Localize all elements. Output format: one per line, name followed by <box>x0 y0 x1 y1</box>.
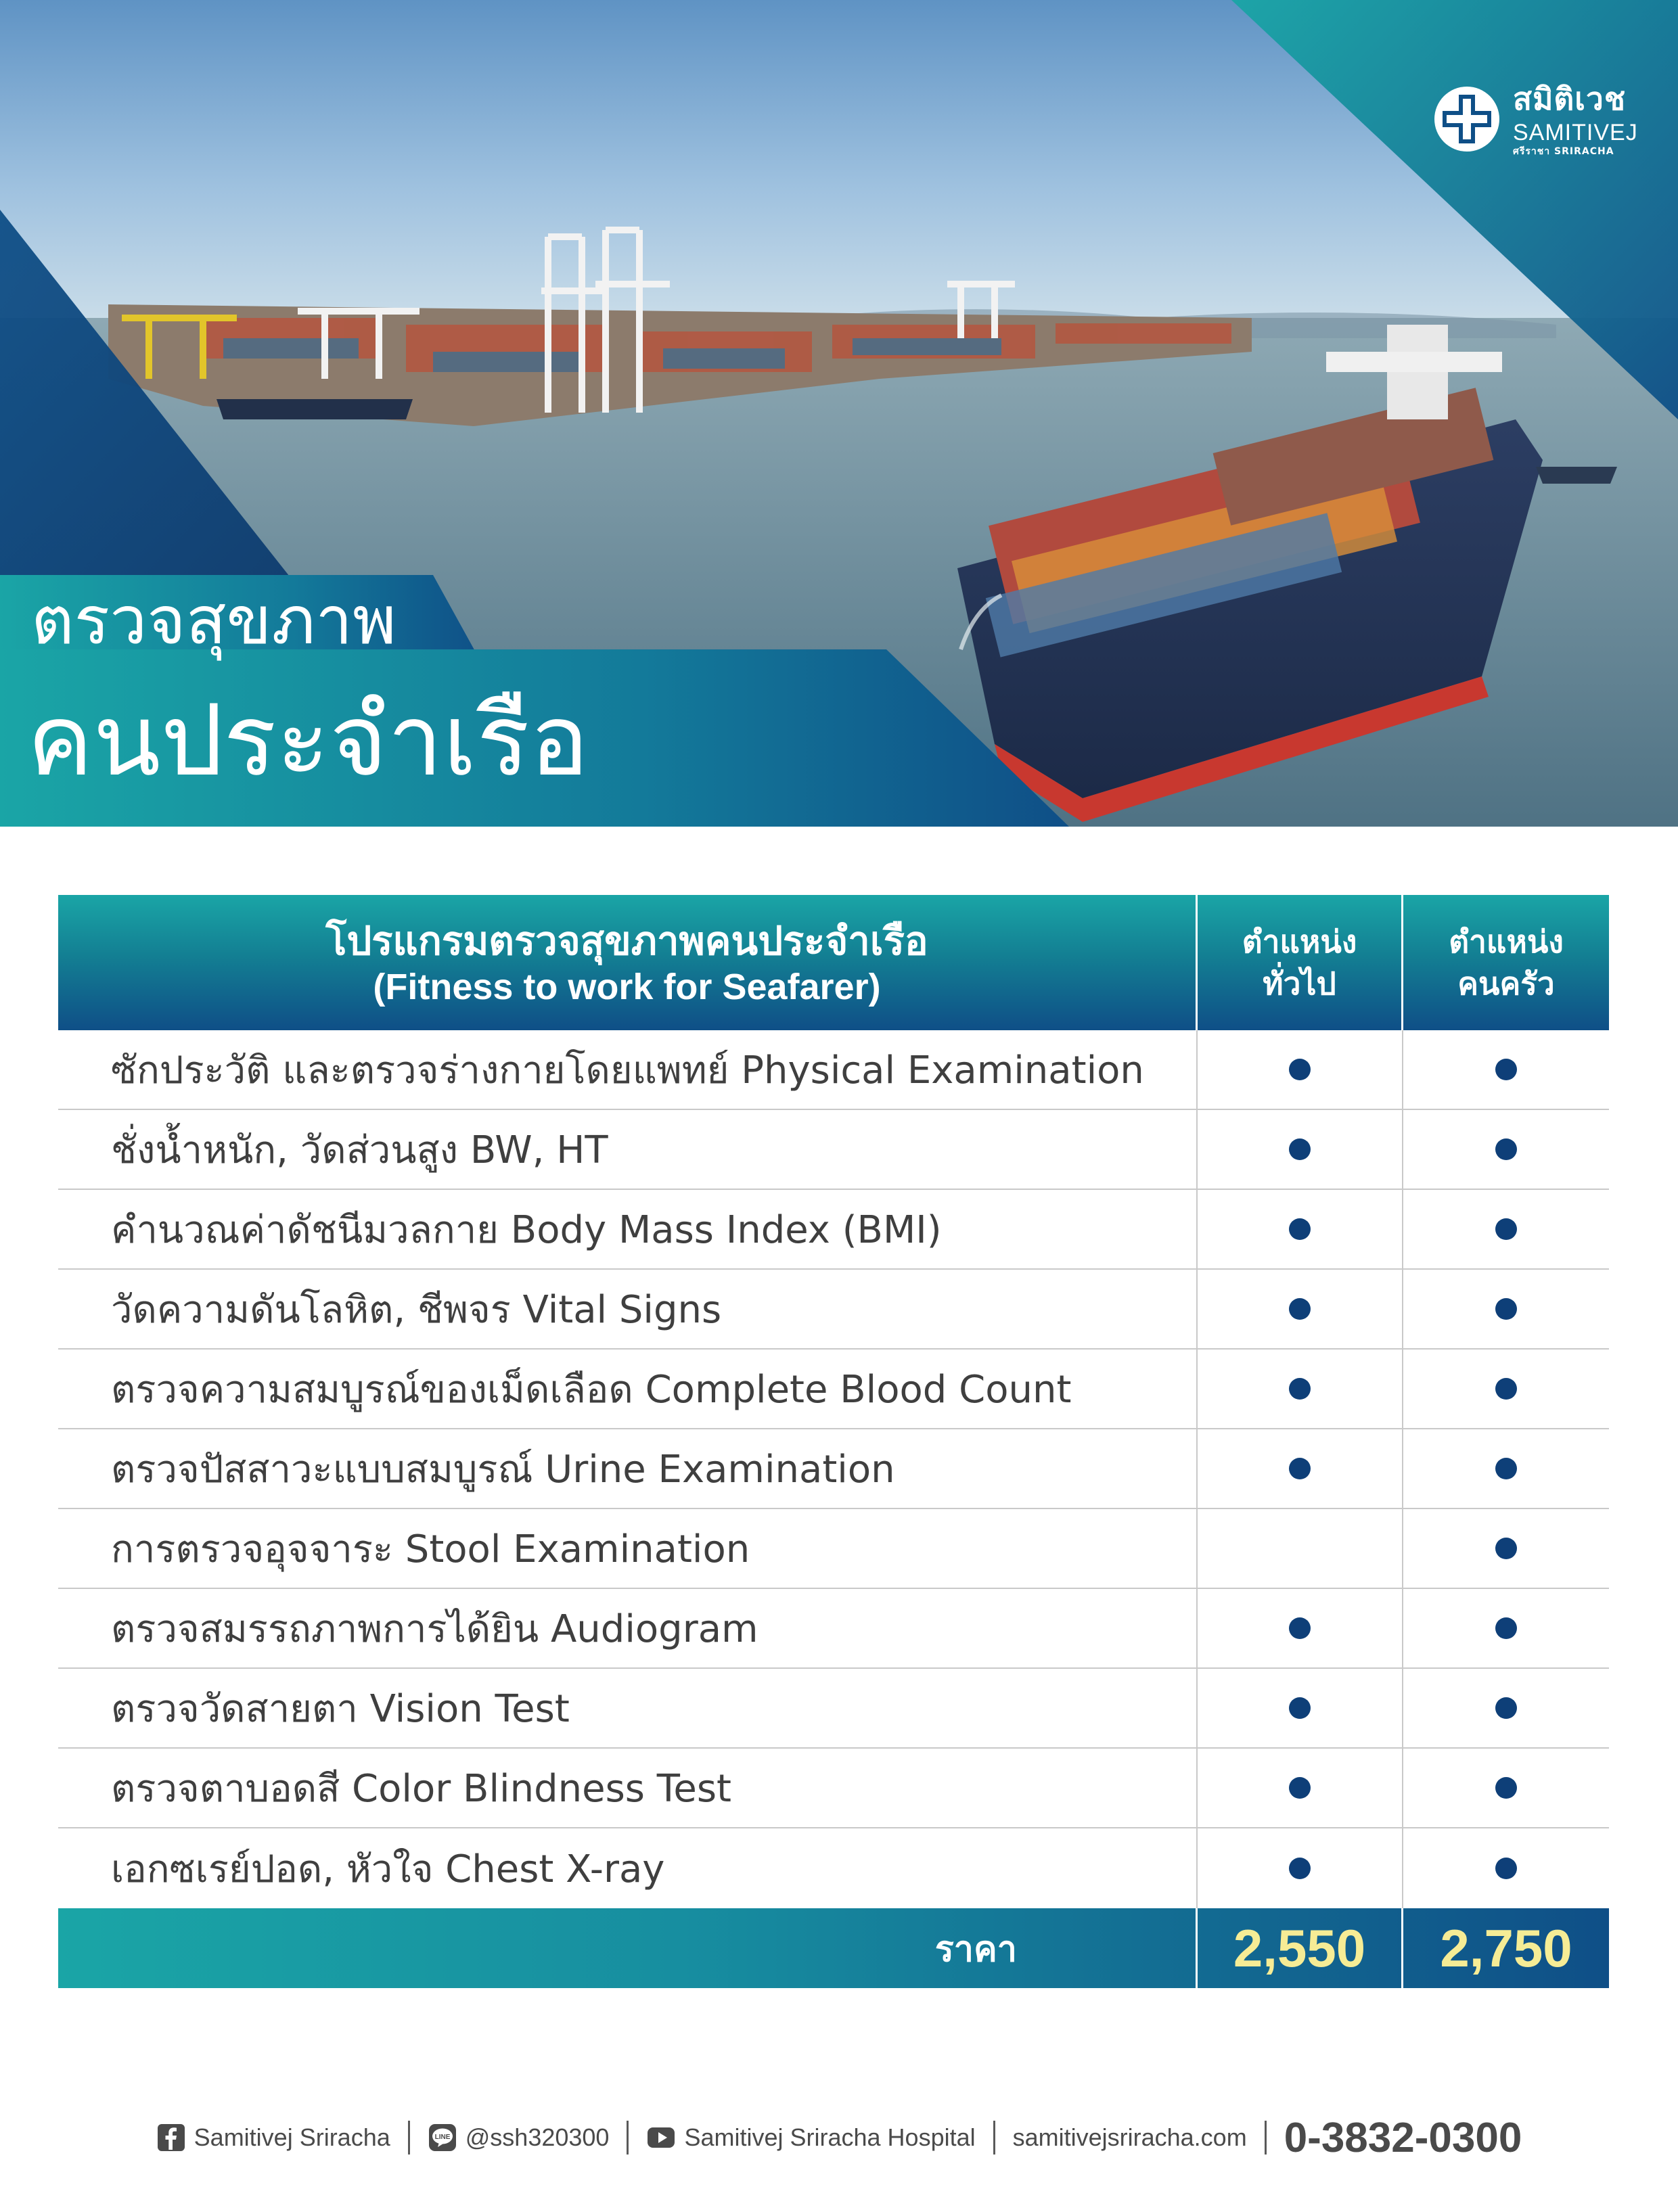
facebook-text: Samitivej Sriracha <box>194 2123 390 2151</box>
general-included-cell <box>1198 1190 1403 1268</box>
logo-thai-name: สมิติเวช <box>1513 80 1627 117</box>
header-program-cell <box>58 895 1198 1030</box>
included-dot-icon <box>1495 1617 1517 1639</box>
included-dot-icon <box>1495 1858 1517 1879</box>
header-general-position <box>1198 895 1403 1030</box>
hero-title-line1: ตรวจสุขภาพ <box>31 582 396 660</box>
included-dot-icon <box>1495 1538 1517 1559</box>
included-dot-icon <box>1289 1378 1311 1400</box>
table-row <box>58 1749 1609 1828</box>
program-title: โปรแกรมตรวจสุขภาพคนประจำเรือ <box>325 918 928 964</box>
line-text: @ssh320300 <box>465 2123 610 2151</box>
header-kitchen-line2: คนครัว <box>1457 965 1555 1002</box>
test-item-label: วัดความดันโลหิต, ชีพจร Vital Signs <box>58 1270 1198 1348</box>
youtube-icon <box>646 2123 676 2152</box>
website-text: samitivejsriracha.com <box>1012 2123 1247 2151</box>
phone-link[interactable] <box>1284 2114 1522 2162</box>
footer-divider <box>993 2121 995 2155</box>
price-general-cell <box>1198 1908 1403 1988</box>
included-dot-icon <box>1495 1378 1517 1400</box>
included-dot-icon <box>1289 1697 1311 1719</box>
line-icon <box>428 2123 457 2152</box>
test-item-label: ตรวจวัดสายตา Vision Test <box>58 1669 1198 1747</box>
price-kitchen: 2,750 <box>1440 1918 1572 1978</box>
kitchen-included-cell <box>1403 1589 1609 1667</box>
included-dot-icon <box>1289 1138 1311 1160</box>
hero-banner <box>0 0 1678 827</box>
included-dot-icon <box>1495 1298 1517 1320</box>
general-included-cell <box>1198 1828 1403 1908</box>
header-kitchen-position <box>1403 895 1609 1030</box>
price-label-cell <box>58 1908 1198 1988</box>
checkup-program-table <box>58 895 1609 1988</box>
svg-text:LINE: LINE <box>434 2134 451 2141</box>
included-dot-icon <box>1289 1059 1311 1080</box>
kitchen-included-cell <box>1403 1509 1609 1588</box>
table-row <box>58 1350 1609 1429</box>
kitchen-included-cell <box>1403 1190 1609 1268</box>
footer-divider <box>1265 2121 1267 2155</box>
test-item-label: คำนวณค่าดัชนีมวลกาย Body Mass Index (BMI) <box>58 1190 1198 1268</box>
general-included-cell <box>1198 1429 1403 1508</box>
included-dot-icon <box>1289 1858 1311 1879</box>
table-body <box>58 1030 1609 1908</box>
general-included-cell <box>1198 1350 1403 1428</box>
price-label: ราคา <box>934 1929 1017 1970</box>
general-included-cell <box>1198 1270 1403 1348</box>
youtube-text: Samitivej Sriracha Hospital <box>684 2123 976 2151</box>
price-kitchen-cell <box>1403 1908 1609 1988</box>
test-item-label: ชั่งน้ำหนัก, วัดส่วนสูง BW, HT <box>58 1110 1198 1189</box>
test-item-label: ตรวจปัสสาวะแบบสมบูรณ์ Urine Examination <box>58 1429 1198 1508</box>
included-dot-icon <box>1289 1458 1311 1479</box>
table-row <box>58 1030 1609 1110</box>
included-dot-icon <box>1495 1218 1517 1240</box>
kitchen-included-cell <box>1403 1030 1609 1109</box>
program-subtitle: (Fitness to work for Seafarer) <box>373 967 881 1007</box>
included-dot-icon <box>1289 1298 1311 1320</box>
footer-divider <box>627 2121 629 2155</box>
test-item-label: ตรวจความสมบูรณ์ของเม็ดเลือด Complete Blood Count <box>58 1350 1198 1428</box>
kitchen-included-cell <box>1403 1429 1609 1508</box>
table-row <box>58 1429 1609 1509</box>
table-row <box>58 1190 1609 1270</box>
kitchen-included-cell <box>1403 1110 1609 1189</box>
included-dot-icon <box>1495 1697 1517 1719</box>
kitchen-included-cell <box>1403 1270 1609 1348</box>
table-row <box>58 1270 1609 1350</box>
included-dot-icon <box>1289 1777 1311 1799</box>
general-included-cell <box>1198 1110 1403 1189</box>
header-kitchen-line1: ตำแหน่ง <box>1449 923 1564 960</box>
test-item-label: การตรวจอุจจาระ Stool Examination <box>58 1509 1198 1588</box>
test-item-label: ตรวจตาบอดสี Color Blindness Test <box>58 1749 1198 1827</box>
general-included-cell <box>1198 1509 1403 1588</box>
general-included-cell <box>1198 1669 1403 1747</box>
footer-divider <box>408 2121 410 2155</box>
included-dot-icon <box>1495 1777 1517 1799</box>
contact-footer <box>0 2104 1678 2171</box>
website-link[interactable] <box>1013 2123 1247 2152</box>
test-item-label: ซักประวัติ และตรวจร่างกายโดยแพทย์ Physical Examination <box>58 1030 1198 1109</box>
header-general-line2: ทั่วไป <box>1263 965 1336 1002</box>
included-dot-icon <box>1289 1617 1311 1639</box>
kitchen-included-cell <box>1403 1669 1609 1747</box>
included-dot-icon <box>1495 1138 1517 1160</box>
test-item-label: เอกซเรย์ปอด, หัวใจ Chest X-ray <box>58 1828 1198 1908</box>
general-included-cell <box>1198 1030 1403 1109</box>
table-row <box>58 1110 1609 1190</box>
facebook-link[interactable] <box>156 2123 390 2152</box>
general-included-cell <box>1198 1749 1403 1827</box>
kitchen-included-cell <box>1403 1828 1609 1908</box>
price-row <box>58 1908 1609 1988</box>
logo-english-name: SAMITIVEJ <box>1513 120 1638 145</box>
included-dot-icon <box>1495 1059 1517 1080</box>
included-dot-icon <box>1289 1218 1311 1240</box>
line-link[interactable] <box>428 2123 610 2152</box>
table-header <box>58 895 1609 1030</box>
youtube-link[interactable] <box>646 2123 975 2152</box>
table-row <box>58 1669 1609 1749</box>
test-item-label: ตรวจสมรรถภาพการได้ยิน Audiogram <box>58 1589 1198 1667</box>
kitchen-included-cell <box>1403 1350 1609 1428</box>
included-dot-icon <box>1495 1458 1517 1479</box>
table-row <box>58 1589 1609 1669</box>
table-row <box>58 1509 1609 1589</box>
kitchen-included-cell <box>1403 1749 1609 1827</box>
logo-branch: ศรีราชา SRIRACHA <box>1513 146 1614 157</box>
hospital-cross-icon <box>1433 85 1501 153</box>
hero-title-line2: คนประจำเรือ <box>27 683 589 798</box>
table-row <box>58 1828 1609 1908</box>
samitivej-logo <box>1433 80 1636 161</box>
general-included-cell <box>1198 1589 1403 1667</box>
facebook-icon <box>156 2123 186 2152</box>
header-general-line1: ตำแหน่ง <box>1242 923 1357 960</box>
price-general: 2,550 <box>1233 1918 1366 1978</box>
phone-number: 0-3832-0300 <box>1284 2114 1522 2161</box>
